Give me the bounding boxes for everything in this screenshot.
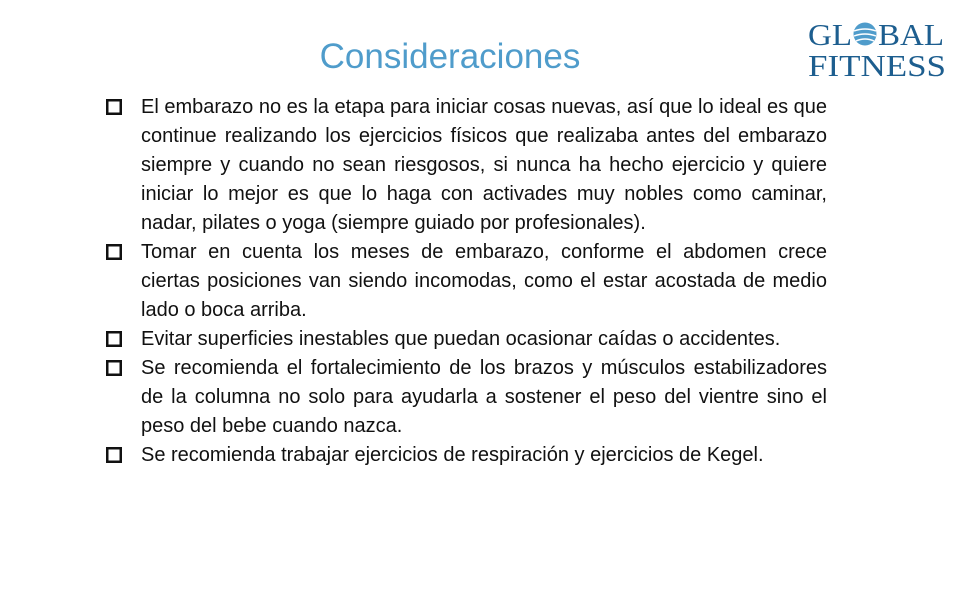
checkbox-square-icon (106, 447, 122, 463)
checkbox-square-icon (106, 99, 122, 115)
list-item-text: Tomar en cuenta los meses de embarazo, conforme el abdomen crece ciertas posiciones van siendo incomodas, como el estar acostada de medio lado o boca arriba. (141, 241, 827, 321)
list-item (106, 238, 827, 325)
list-item (106, 325, 827, 354)
considerations-list (106, 93, 827, 470)
list-item-text: Se recomienda el fortalecimiento de los brazos y músculos estabilizadores de la columna no solo para ayudarla a sostener el peso del vientre sino el peso del bebe cuando nazca. (141, 357, 827, 437)
checkbox-square-icon (106, 244, 122, 260)
checkbox-square-icon (106, 360, 122, 376)
logo-text-bal: BAL (878, 18, 944, 52)
globe-icon (854, 23, 877, 46)
logo-text-gl: GL (808, 18, 852, 52)
list-item-text: Evitar superficies inestables que puedan ocasionar caídas o accidentes. (141, 328, 781, 350)
checkbox-square-icon (106, 331, 122, 347)
list-item-text: Se recomienda trabajar ejercicios de respiración y ejercicios de Kegel. (141, 444, 764, 466)
logo-text-fitness: FITNESS (808, 48, 946, 80)
list-item (106, 441, 827, 470)
list-item (106, 354, 827, 441)
global-fitness-logo (806, 18, 948, 80)
list-item (106, 93, 827, 238)
list-item-text: El embarazo no es la etapa para iniciar cosas nuevas, así que lo ideal es que continue realizando los ejercicios físicos que realizaba antes del embarazo siempre y cuando no sean riesgosos, si nunca ha hecho ejercicio y quiere iniciar lo mejor es que lo haga con activades muy nobles como caminar, nadar, pilates o yoga (siempre guiado por profesionales). (141, 96, 827, 234)
slide-title: Consideraciones (319, 37, 581, 76)
logo-graphic (806, 18, 948, 80)
